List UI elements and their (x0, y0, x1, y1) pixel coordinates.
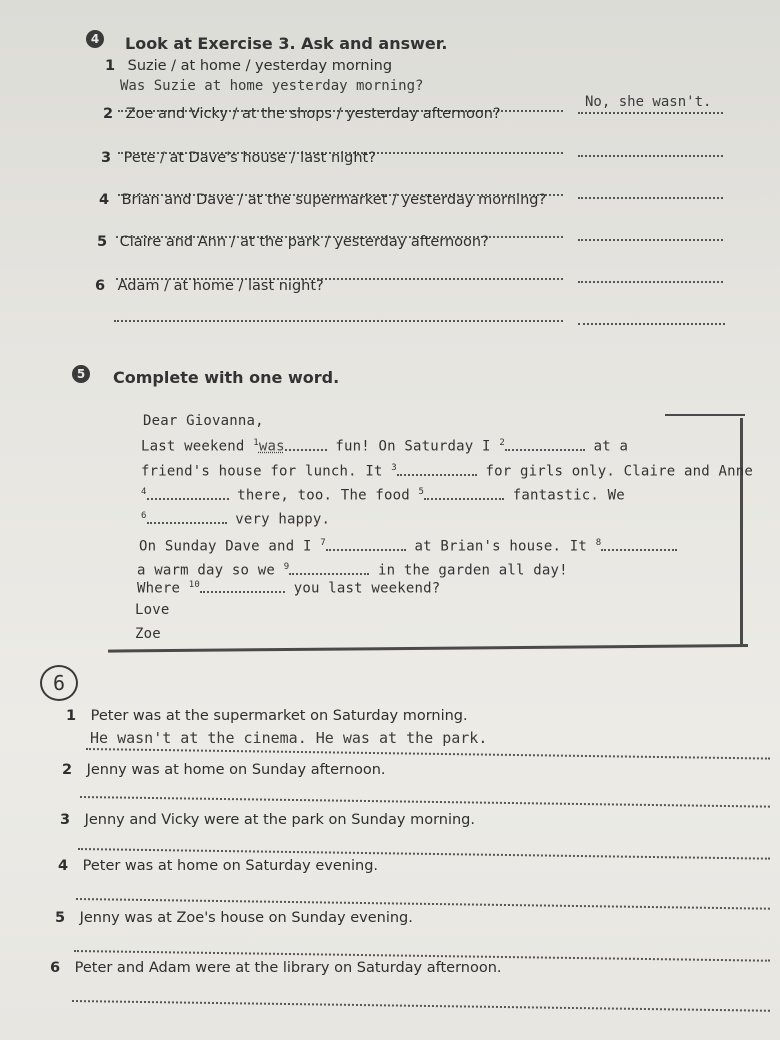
item-number: 4 (58, 858, 69, 874)
exercise-4-number: 4 (86, 30, 104, 48)
letter-text: at Brian's house. It (414, 538, 588, 555)
letter-line-6 (137, 562, 568, 579)
ex6-item-1-answer: He wasn't at the cinema. He was at the park. (90, 729, 488, 747)
item-number: 1 (66, 708, 77, 724)
item-text: Peter was at home on Saturday evening. (82, 858, 379, 874)
letter-line-1 (141, 438, 628, 455)
gap-line (289, 563, 369, 575)
item-prompt: Suzie / at home / yesterday morning (127, 58, 393, 74)
item-number: 6 (50, 960, 61, 976)
item-prompt: Adam / at home / last night? (117, 278, 324, 294)
item-number: 5 (97, 234, 108, 250)
letter-closing: Love (135, 602, 170, 618)
item-prompt: Claire and Ann / at the park / yesterday afternoon? (119, 234, 489, 250)
answer-line (76, 898, 770, 910)
gap-line (147, 488, 229, 500)
gap-number: 10 (188, 580, 201, 590)
ex4-item-3 (101, 150, 376, 166)
letter-text: you last weekend? (293, 580, 441, 597)
letter-text: Last weekend (141, 438, 245, 455)
answer-line (578, 197, 723, 199)
ex6-item-5 (55, 910, 413, 926)
item-number: 2 (103, 106, 114, 122)
letter-line-7 (137, 580, 440, 597)
item-number: 2 (62, 762, 73, 778)
letter-frame-top (665, 414, 745, 416)
gap-answer-1: was (258, 438, 285, 455)
letter-text: fun! On Saturday I (335, 438, 491, 455)
ex6-item-2 (62, 762, 386, 778)
item-number: 3 (101, 150, 112, 166)
letter-frame-bottom (108, 644, 748, 653)
ex6-item-3 (60, 812, 475, 828)
gap-number: 5 (418, 487, 425, 497)
exercise-5-number: 5 (72, 365, 90, 383)
gap-line (200, 581, 285, 593)
ex4-item-4 (99, 192, 546, 208)
letter-greeting: Dear Giovanna, (143, 413, 264, 429)
answer-line (72, 1000, 770, 1012)
item-number: 1 (105, 58, 116, 74)
exercise-6-number: 6 (40, 665, 78, 701)
letter-text: a warm day so we (137, 562, 276, 579)
gap-number: 9 (283, 562, 290, 572)
item-text: Peter was at the supermarket on Saturday morning. (90, 708, 468, 724)
item-prompt: Brian and Dave / at the supermarket / yesterday morning? (121, 192, 547, 208)
letter-text: fantastic. We (512, 487, 625, 504)
item-text: Jenny and Vicky were at the park on Sunday morning. (84, 812, 475, 828)
gap-number: 6 (141, 511, 147, 521)
letter-line-4 (141, 511, 330, 528)
ex6-item-6 (50, 960, 502, 976)
answer-line (578, 323, 725, 325)
gap-number: 7 (320, 538, 326, 548)
answer-line (578, 239, 723, 241)
exercise-4-title: Look at Exercise 3. Ask and answer. (125, 34, 448, 53)
item-number: 3 (60, 812, 71, 828)
answer-line (578, 112, 723, 114)
gap-line (285, 439, 327, 451)
letter-line-5 (139, 538, 677, 555)
letter-text: there, too. The food (237, 487, 410, 504)
item-text: Jenny was at Zoe's house on Sunday evening. (79, 910, 413, 926)
answer-line (578, 281, 723, 283)
gap-line (505, 439, 585, 451)
ex6-item-1 (66, 708, 468, 724)
gap-line (424, 488, 504, 500)
item-number: 6 (95, 278, 106, 294)
item-prompt: Zoe and Vicky / at the shops / yesterday afternoon? (125, 106, 501, 122)
answer-line (86, 748, 770, 760)
item-prompt: Pete / at Dave's house / last night? (123, 150, 376, 166)
letter-line-3 (141, 487, 625, 504)
exercise-5-title: Complete with one word. (113, 368, 340, 387)
gap-line (147, 512, 227, 524)
letter-text: On Sunday Dave and I (139, 538, 312, 555)
item-text: Peter and Adam were at the library on Saturday afternoon. (74, 960, 502, 976)
letter-line-2 (141, 463, 753, 480)
letter-frame-right (740, 418, 743, 646)
ex4-item-2 (103, 106, 501, 122)
gap-number: 4 (141, 487, 147, 497)
letter-text: Where (137, 580, 181, 597)
ex4-item-1 (105, 58, 392, 74)
gap-line (397, 464, 477, 476)
gap-number: 2 (499, 438, 505, 448)
ex6-item-4 (58, 858, 378, 874)
ex4-item-1-answer: No, she wasn't. (585, 94, 712, 110)
item-number: 5 (55, 910, 66, 926)
gap-line (601, 539, 677, 551)
gap-number: 1 (253, 438, 259, 448)
answer-line (114, 320, 563, 322)
letter-text: friend's house for lunch. It (141, 463, 383, 480)
ex4-item-1-question: Was Suzie at home yesterday morning? (120, 78, 424, 94)
letter-text: at a (593, 438, 629, 455)
item-number: 4 (99, 192, 110, 208)
answer-line (578, 155, 723, 157)
gap-line (326, 539, 406, 551)
letter-text: for girls only. Claire and Anne (485, 463, 754, 480)
ex4-item-6 (95, 278, 324, 294)
answer-line (80, 796, 770, 808)
gap-number: 8 (595, 538, 602, 548)
item-text: Jenny was at home on Sunday afternoon. (86, 762, 386, 778)
letter-text: very happy. (235, 511, 331, 528)
gap-number: 3 (391, 463, 397, 473)
ex4-item-5 (97, 234, 489, 250)
letter-text: in the garden all day! (377, 562, 568, 579)
letter-signature: Zoe (135, 626, 161, 642)
